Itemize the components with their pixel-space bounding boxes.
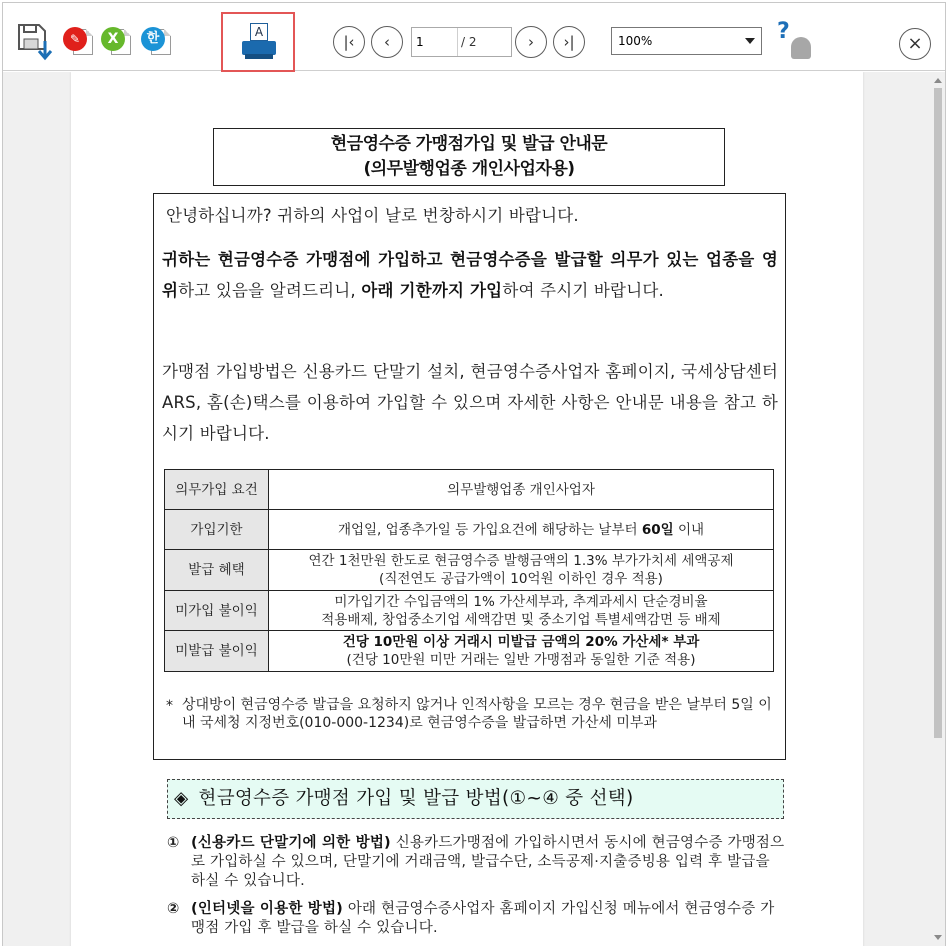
last-page-icon: ›|: [563, 33, 575, 51]
row-value: 의무발행업종 개인사업자: [269, 470, 774, 510]
obligation-text-2: 하여 주시기 바랍니다.: [502, 281, 664, 300]
close-icon: ×: [907, 33, 923, 54]
hwp-export-icon: 한: [141, 27, 165, 51]
table-row: [165, 591, 774, 631]
method-item-1: [167, 834, 787, 891]
page-indicator: [411, 27, 512, 57]
scrollbar-thumb[interactable]: [934, 88, 942, 738]
document-viewport[interactable]: [3, 72, 945, 946]
table-row: [165, 550, 774, 591]
report-viewer-window: [2, 2, 946, 946]
page-number-input[interactable]: [412, 28, 458, 56]
method-number: ①: [167, 835, 180, 851]
notice-box: [153, 193, 786, 760]
prev-page-icon: ‹: [384, 33, 390, 51]
row-value: 개업일, 업종추가일 등 가입요건에 해당하는 날부터 60일 이내: [269, 510, 774, 550]
zoom-select[interactable]: [611, 27, 762, 55]
footnote-text: 상대방이 현금영수증 발급을 요청하지 않거나 인적사항을 모르는 경우 현금을 받은 날부터 5일 이내 국세청 지정번호(010-000-1234)로 현금영수증을 발급하면 가산세 미부과: [182, 697, 772, 731]
printer-tray-icon: [245, 54, 273, 59]
person-icon: [791, 37, 811, 59]
requirements-table: [164, 469, 774, 672]
next-page-button[interactable]: [515, 26, 547, 58]
chevron-down-icon: [745, 38, 755, 44]
print-button[interactable]: [221, 12, 295, 72]
prev-page-button[interactable]: [371, 26, 403, 58]
title-line-2: (의무발행업종 개인사업자용): [363, 159, 575, 179]
last-page-button[interactable]: [553, 26, 585, 58]
method-item-2: [167, 900, 787, 938]
obligation-paragraph: [162, 244, 778, 306]
obligation-bold-2: 아래 기한까지 가입: [361, 281, 503, 300]
pdf-export-icon: ✎: [63, 27, 87, 51]
save-download-icon: [15, 21, 55, 63]
row-value: 건당 10만원 이상 거래시 미발급 금액의 20% 가산세* 부과 (건당 10만원 미만 거래는 일반 가맹점과 동일한 기준 적용): [269, 631, 774, 672]
viewer-toolbar: [3, 3, 945, 71]
table-row: [165, 510, 774, 550]
row-label: 의무가입 요건: [165, 470, 269, 510]
first-page-button[interactable]: [333, 26, 365, 58]
table-row: [165, 631, 774, 672]
scroll-down-icon[interactable]: [934, 935, 942, 940]
pdf-export-button[interactable]: [61, 25, 97, 63]
greeting-text: 안녕하십니까? 귀하의 사업이 날로 번창하시기 바랍니다.: [166, 206, 579, 225]
hwp-export-button[interactable]: [139, 25, 175, 63]
page-total: / 2: [461, 35, 477, 49]
document-title: [213, 128, 725, 186]
close-button[interactable]: [899, 28, 931, 60]
first-page-icon: |‹: [343, 33, 355, 51]
document-page: [71, 72, 863, 946]
diamond-bullet-icon: ◈: [174, 788, 189, 809]
method-body: (신용카드 단말기에 의한 방법) 신용카드가맹점에 가입하시면서 동시에 현금영수증 가맹점으로 가입하실 수 있으며, 단말기에 거래금액, 발급수단, 소득공제·지출증빙용 입력 후 발급을 하실 수 있습니다.: [191, 835, 785, 889]
printer-body-icon: [242, 41, 276, 55]
print-icon: A: [250, 23, 268, 41]
save-download-button[interactable]: [15, 21, 55, 63]
footnote-mark: *: [166, 698, 173, 714]
row-label: 가입기한: [165, 510, 269, 550]
row-label: 미발급 불이익: [165, 631, 269, 672]
zoom-value: 100%: [618, 34, 653, 48]
table-row: [165, 470, 774, 510]
footnote: [166, 696, 776, 732]
excel-export-button[interactable]: [99, 25, 135, 63]
obligation-bold-1: 귀하는 현금영수증 가맹점에 가입하고 현금영수증을 발급할 의무가 있는 업종을 영위: [162, 250, 778, 300]
method-heading: [167, 779, 784, 819]
row-label: 미가입 불이익: [165, 591, 269, 631]
row-label: 발급 혜택: [165, 550, 269, 591]
vertical-scrollbar[interactable]: [931, 72, 945, 946]
method-number: ②: [167, 901, 180, 917]
next-page-icon: ›: [528, 33, 534, 51]
join-method-paragraph: 가맹점 가입방법은 신용카드 단말기 설치, 현금영수증사업자 홈페이지, 국세상담센터 ARS, 홈(손)택스를 이용하여 가입할 수 있으며 자세한 사항은 안내문 내용을 참고 하시기 바랍니다.: [162, 362, 778, 443]
excel-export-icon: X: [101, 27, 125, 51]
obligation-text-1: 하고 있음을 알려드리니,: [178, 281, 362, 300]
row-value: 미가입기간 수입금액의 1% 가산세부과, 추계과세시 단순경비율 적용배제, 창업중소기업 세액감면 및 중소기업 특별세액감면 등 배제: [269, 591, 774, 631]
method-body: (인터넷을 이용한 방법) 아래 현금영수증사업자 홈페이지 가입신청 메뉴에서 현금영수증 가맹점 가입 후 발급을 하실 수 있습니다.: [191, 901, 775, 936]
help-button[interactable]: [773, 21, 815, 63]
scroll-up-icon[interactable]: [934, 78, 942, 83]
row-value: 연간 1천만원 한도로 현금영수증 발행금액의 1.3% 부가가치세 세액공제 (직전연도 공급가액이 10억원 이하인 경우 적용): [269, 550, 774, 591]
method-heading-text: 현금영수증 가맹점 가입 및 발급 방법(①~④ 중 선택): [198, 788, 634, 809]
help-icon: ?: [777, 19, 790, 44]
title-line-1: 현금영수증 가맹점가입 및 발급 안내문: [330, 134, 608, 154]
